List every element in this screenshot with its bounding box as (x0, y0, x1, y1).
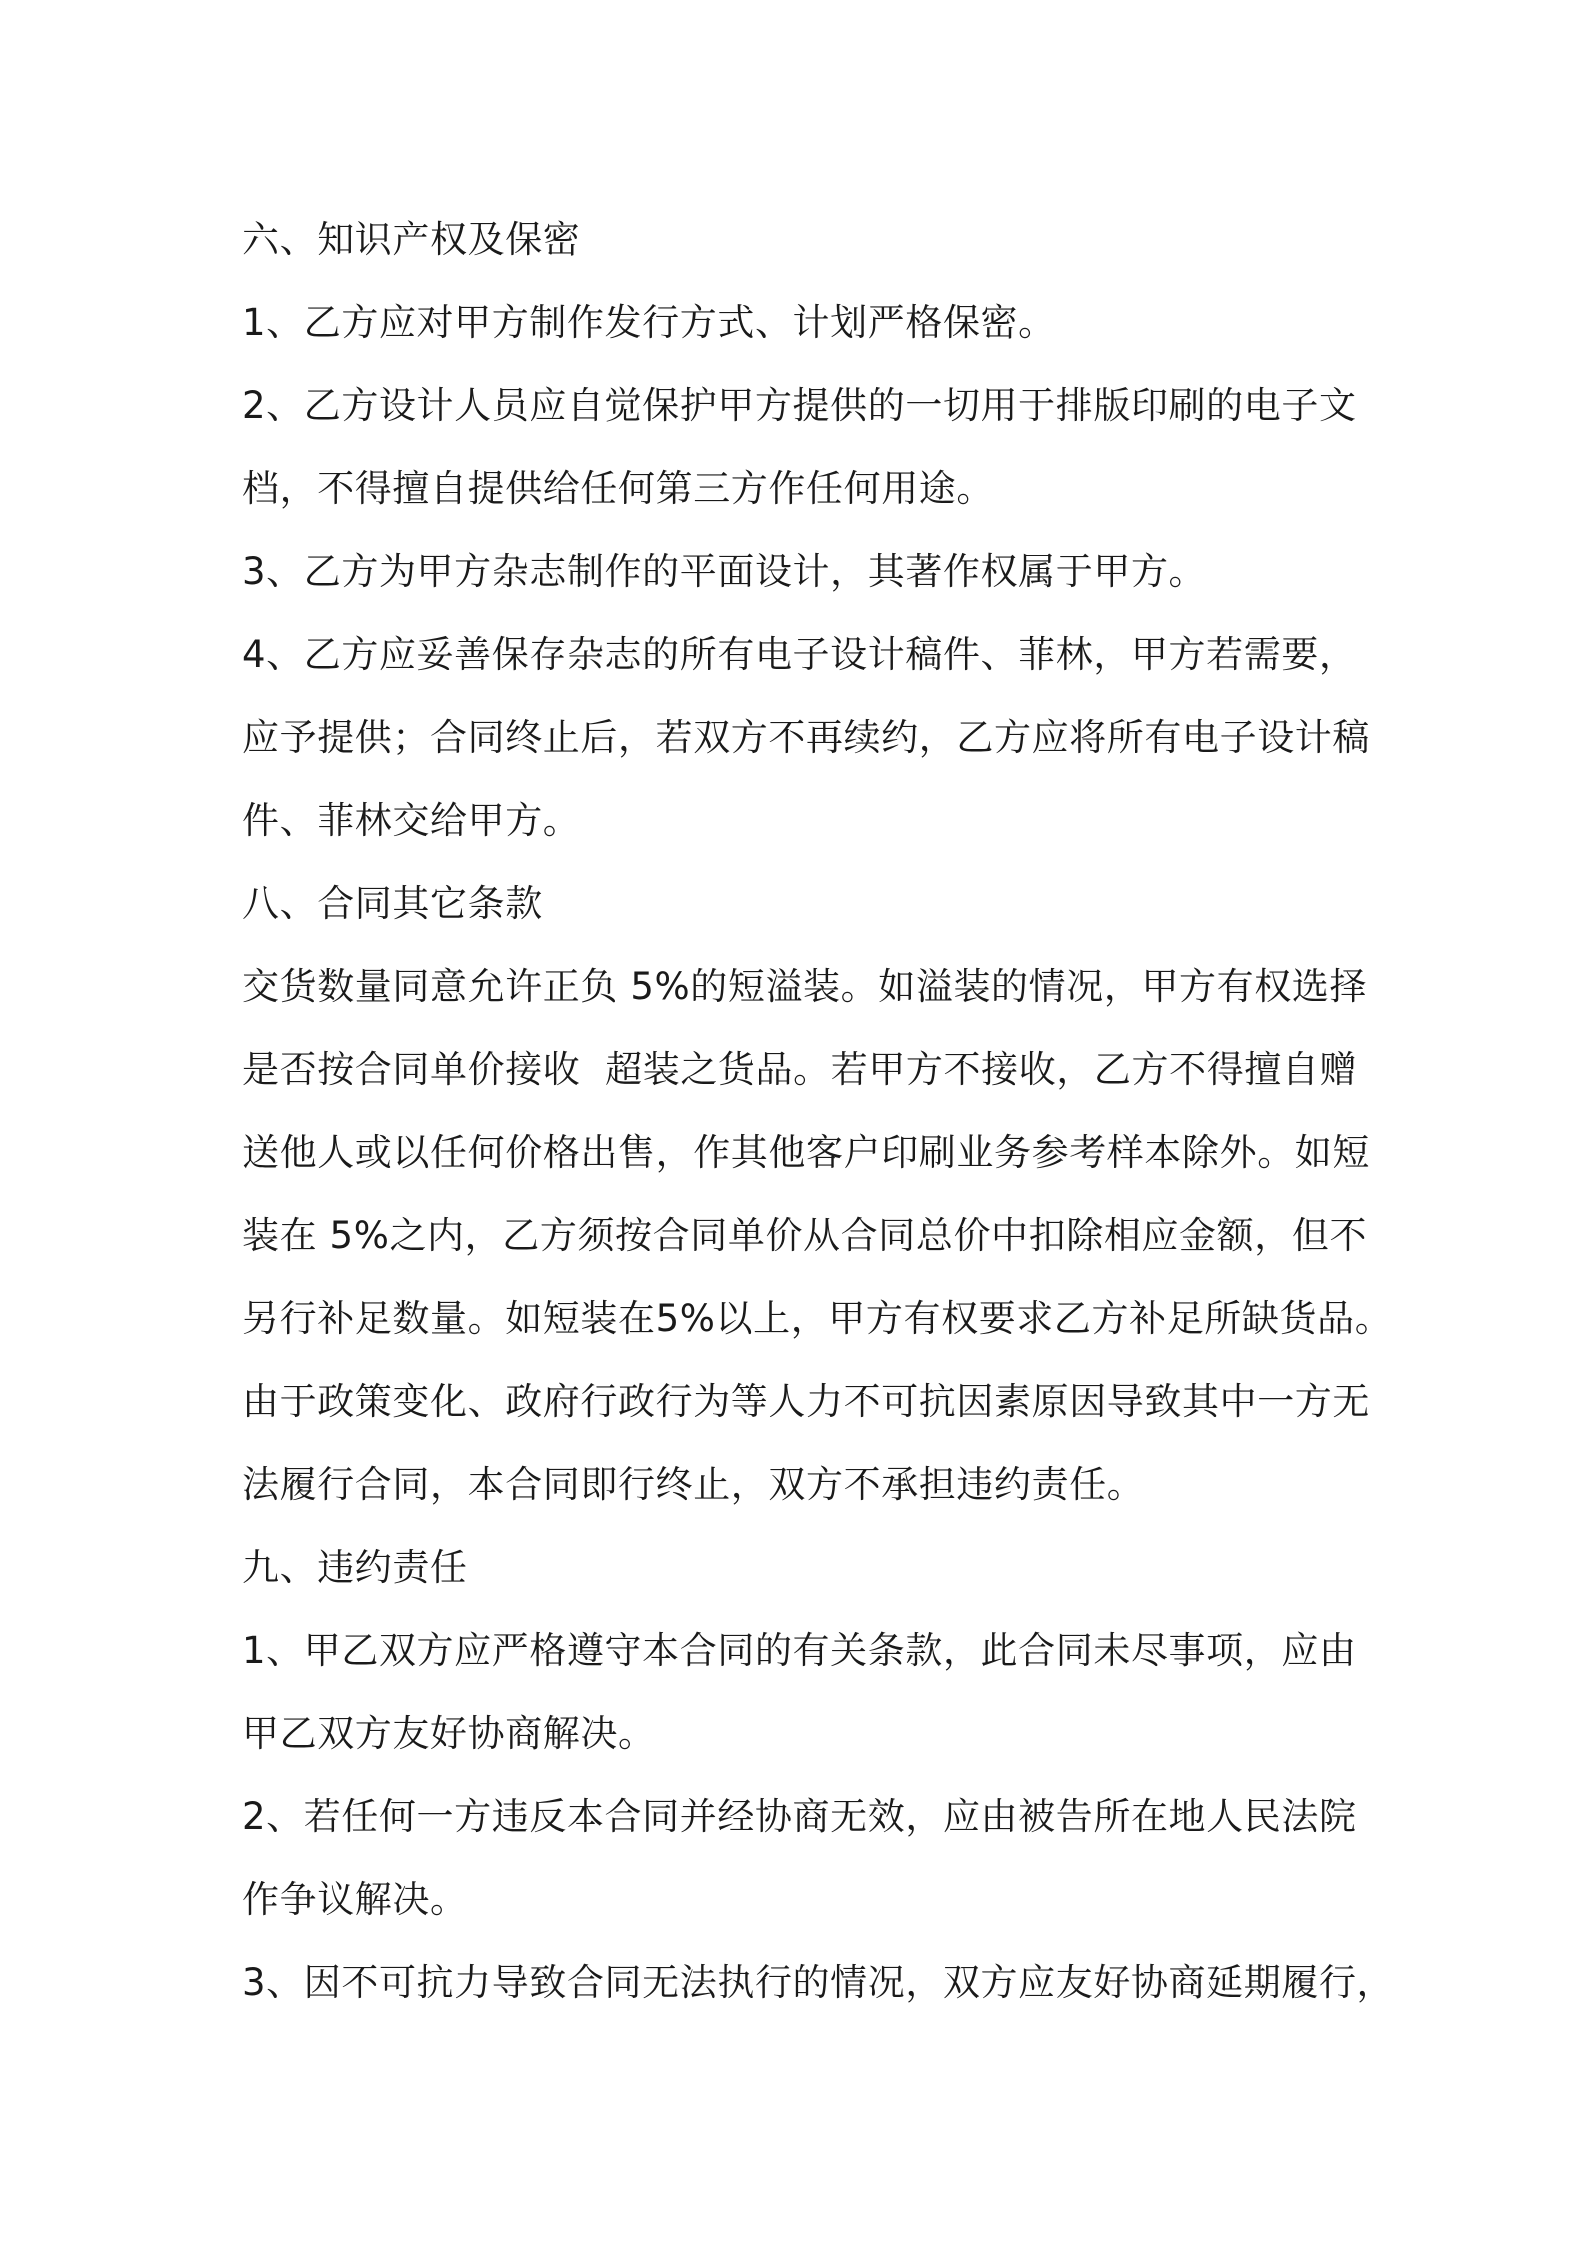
section-heading-other-terms: 八、合同其它条款 (242, 882, 543, 925)
paragraph-line: 2、若任何一方违反本合同并经协商无效，应由被告所在地人民法院 (242, 1795, 1357, 1838)
paragraph-line: 另行补足数量。如短装在5%以上，甲方有权要求乙方补足所缺货品。 (242, 1297, 1393, 1340)
section-heading-breach-liability: 九、违约责任 (242, 1546, 468, 1589)
paragraph-line: 件、菲林交给甲方。 (242, 799, 581, 842)
paragraph-line: 甲乙双方友好协商解决。 (242, 1712, 656, 1755)
paragraph-line: 应予提供；合同终止后，若双方不再续约，乙方应将所有电子设计稿 (242, 716, 1370, 759)
document-body (242, 198, 1395, 2024)
paragraph-line: 2、乙方设计人员应自觉保护甲方提供的一切用于排版印刷的电子文 (242, 384, 1357, 427)
paragraph-line: 档，不得擅自提供给任何第三方作任何用途。 (242, 467, 994, 510)
paragraph-line: 由于政策变化、政府行政行为等人力不可抗因素原因导致其中一方无 (242, 1380, 1370, 1423)
paragraph-line: 装在 5%之内，乙方须按合同单价从合同总价中扣除相应金额，但不 (242, 1214, 1368, 1257)
paragraph-line: 法履行合同，本合同即行终止，双方不承担违约责任。 (242, 1463, 1145, 1506)
paragraph-line: 1、甲乙双方应严格遵守本合同的有关条款，此合同未尽事项，应由 (242, 1629, 1357, 1672)
paragraph-line: 是否按合同单价接收 超装之货品。若甲方不接收，乙方不得擅自赠 (242, 1048, 1358, 1091)
paragraph-line: 作争议解决。 (242, 1878, 468, 1921)
paragraph-line: 3、乙方为甲方杂志制作的平面设计，其著作权属于甲方。 (242, 550, 1207, 593)
paragraph-line: 3、因不可抗力导致合同无法执行的情况，双方应友好协商延期履行， (242, 1961, 1395, 2004)
paragraph-line: 1、乙方应对甲方制作发行方式、计划严格保密。 (242, 301, 1056, 344)
section-heading-ip-confidentiality: 六、知识产权及保密 (242, 218, 581, 261)
paragraph-line: 送他人或以任何价格出售，作其他客户印刷业务参考样本除外。如短 (242, 1131, 1370, 1174)
paragraph-line: 交货数量同意允许正负 5%的短溢装。如溢装的情况，甲方有权选择 (242, 965, 1368, 1008)
paragraph-line: 4、乙方应妥善保存杂志的所有电子设计稿件、菲林，甲方若需要， (242, 633, 1357, 676)
